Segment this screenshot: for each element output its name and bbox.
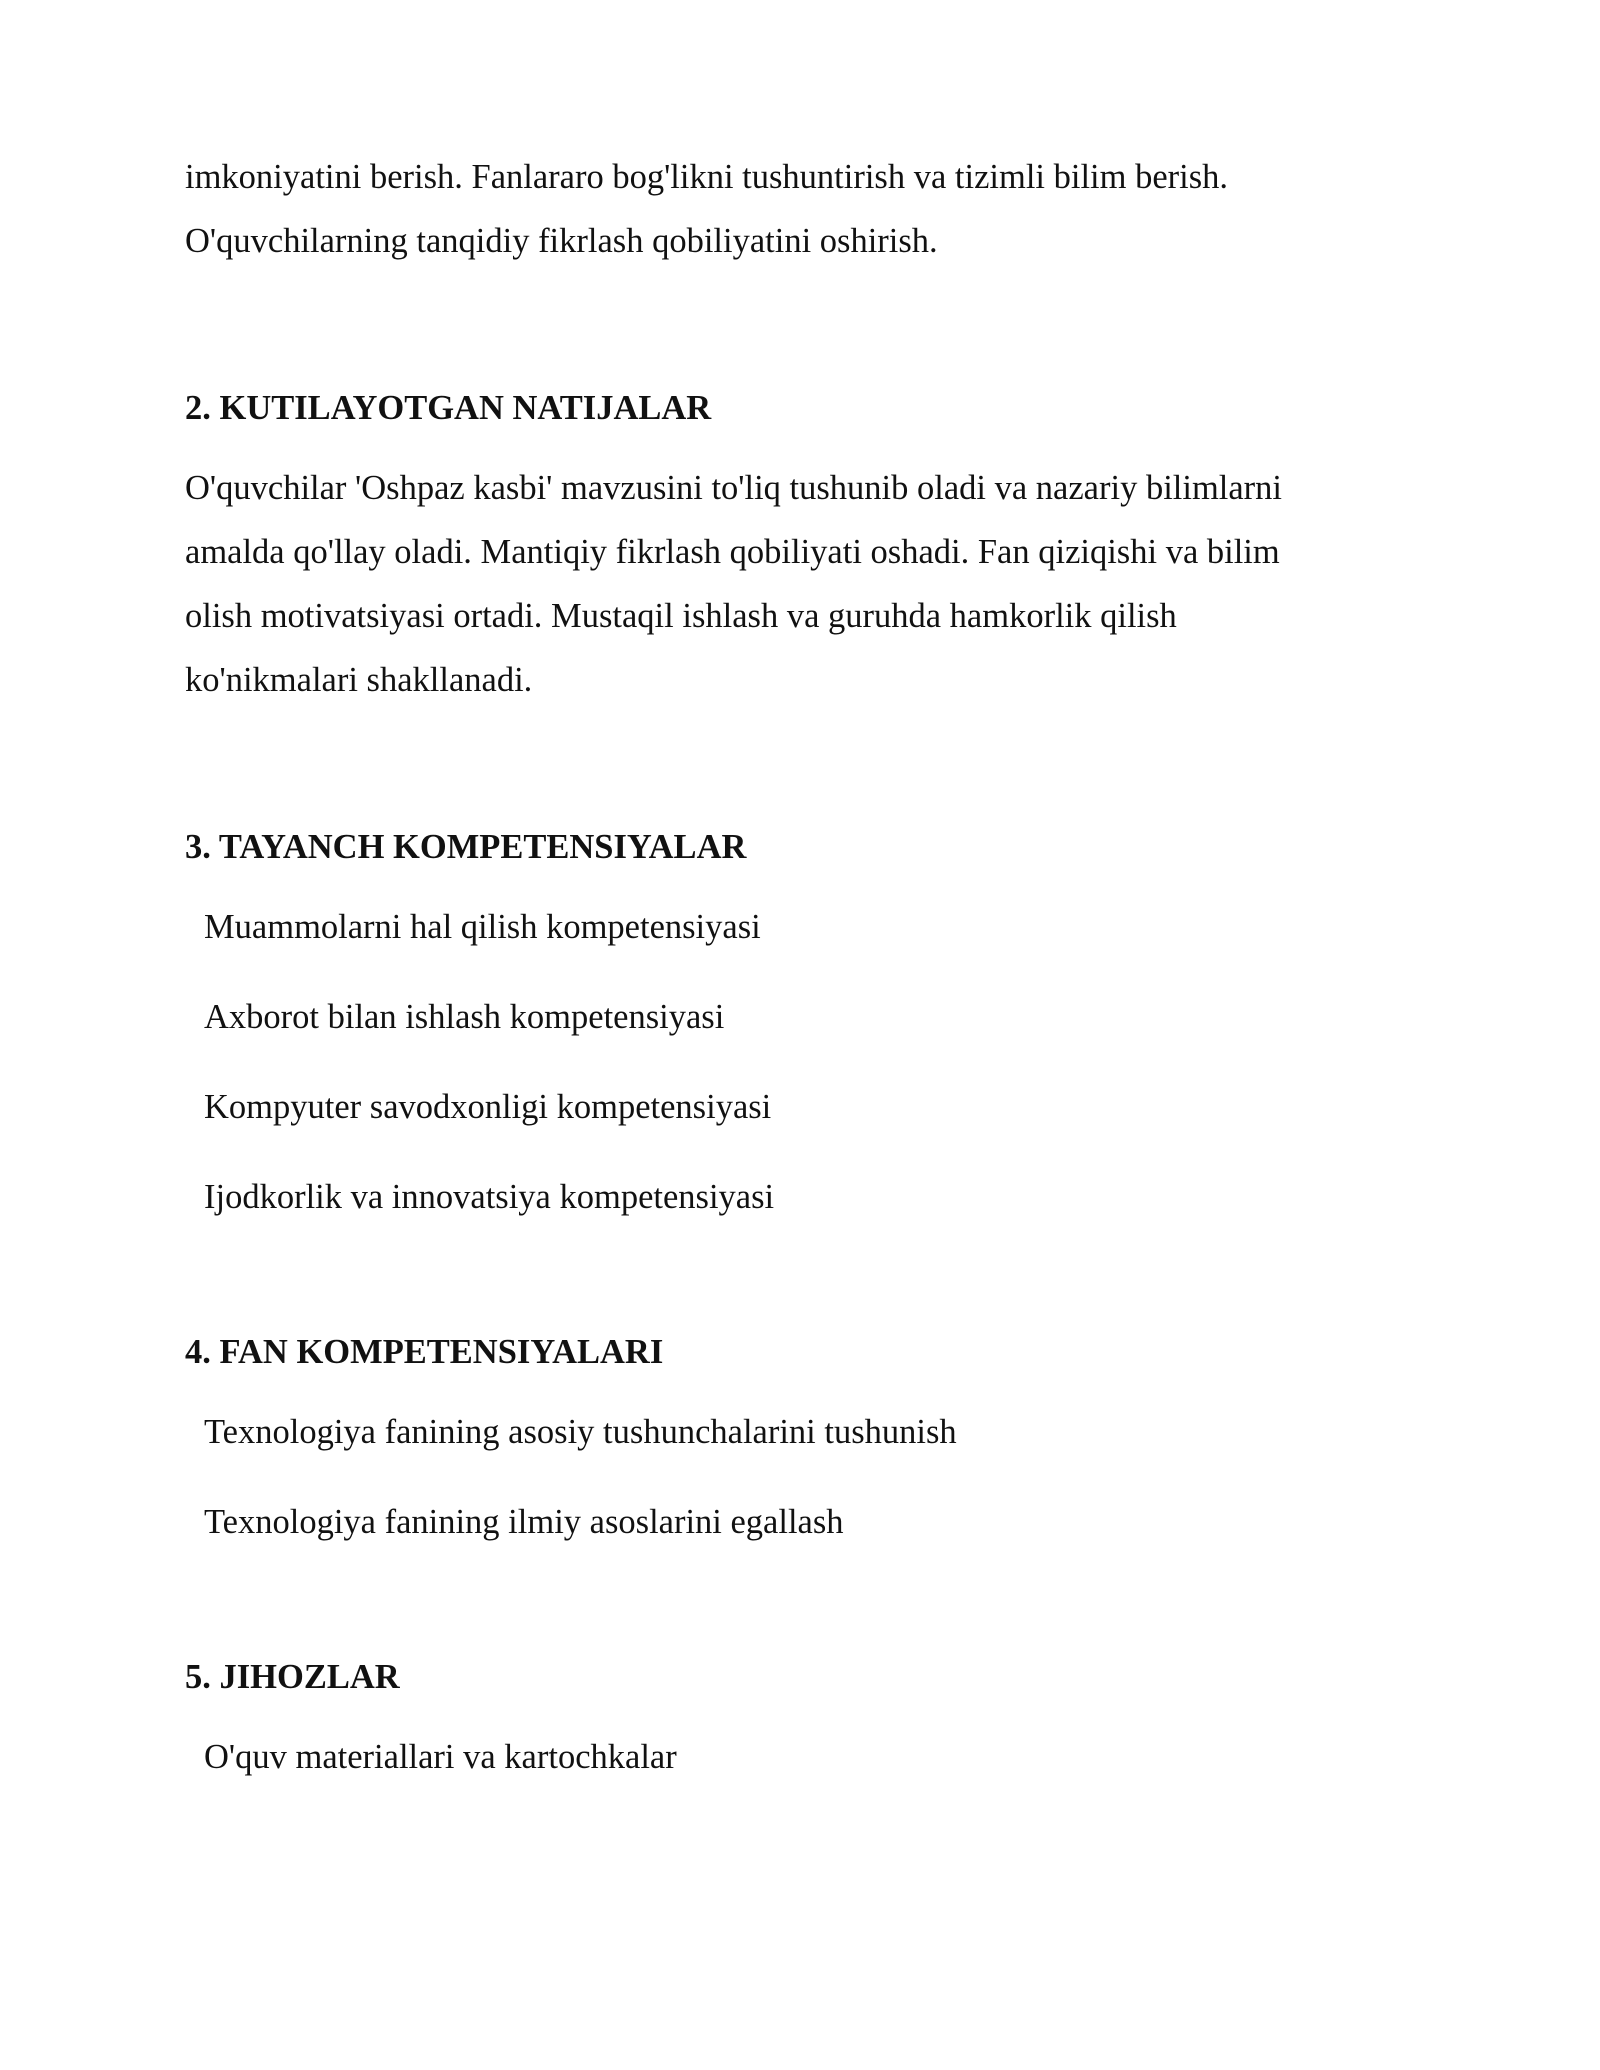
list-item: Texnologiya fanining ilmiy asoslarini egallash	[204, 1503, 844, 1541]
list-item: Kompyuter savodxonligi kompetensiyasi	[204, 1088, 772, 1126]
list-item: Texnologiya fanining asosiy tushunchalarini tushunish	[204, 1413, 957, 1451]
list-item: Muammolarni hal qilish kompetensiyasi	[204, 908, 761, 946]
section-heading: 5. JIHOZLAR	[185, 1658, 400, 1696]
section-expected-results	[185, 388, 1425, 712]
section-equipment	[185, 1657, 1425, 1777]
section-heading: 4. FAN KOMPETENSIYALARI	[185, 1333, 664, 1371]
competency-list	[185, 907, 1425, 1217]
text-line: ko'nikmalari shakllanadi.	[185, 661, 533, 699]
list-item: Axborot bilan ishlash kompetensiyasi	[204, 998, 725, 1036]
intro-paragraph	[185, 145, 1425, 273]
text-line: amalda qo'llay oladi. Mantiqiy fikrlash qobiliyati oshadi. Fan qiziqishi va bilim	[185, 533, 1280, 571]
text-line: O'quvchilar 'Oshpaz kasbi' mavzusini to'liq tushunib oladi va nazariy bilimlarni	[185, 469, 1283, 507]
list-item: O'quv materiallari va kartochkalar	[204, 1738, 677, 1776]
document-page	[185, 145, 1425, 1892]
section-paragraph	[185, 456, 1425, 712]
competency-list	[185, 1412, 1425, 1542]
section-subject-competencies	[185, 1332, 1425, 1542]
section-heading: 3. TAYANCH KOMPETENSIYALAR	[185, 828, 747, 866]
list-item: Ijodkorlik va innovatsiya kompetensiyasi	[204, 1178, 775, 1216]
section-core-competencies	[185, 827, 1425, 1217]
equipment-list	[185, 1737, 1425, 1777]
text-line: olish motivatsiyasi ortadi. Mustaqil ishlash va guruhda hamkorlik qilish	[185, 597, 1177, 635]
section-heading: 2. KUTILAYOTGAN NATIJALAR	[185, 389, 712, 427]
text-line: imkoniyatini berish. Fanlararo bog'likni tushuntirish va tizimli bilim berish.	[185, 158, 1229, 196]
text-line: O'quvchilarning tanqidiy fikrlash qobiliyatini oshirish.	[185, 222, 938, 260]
